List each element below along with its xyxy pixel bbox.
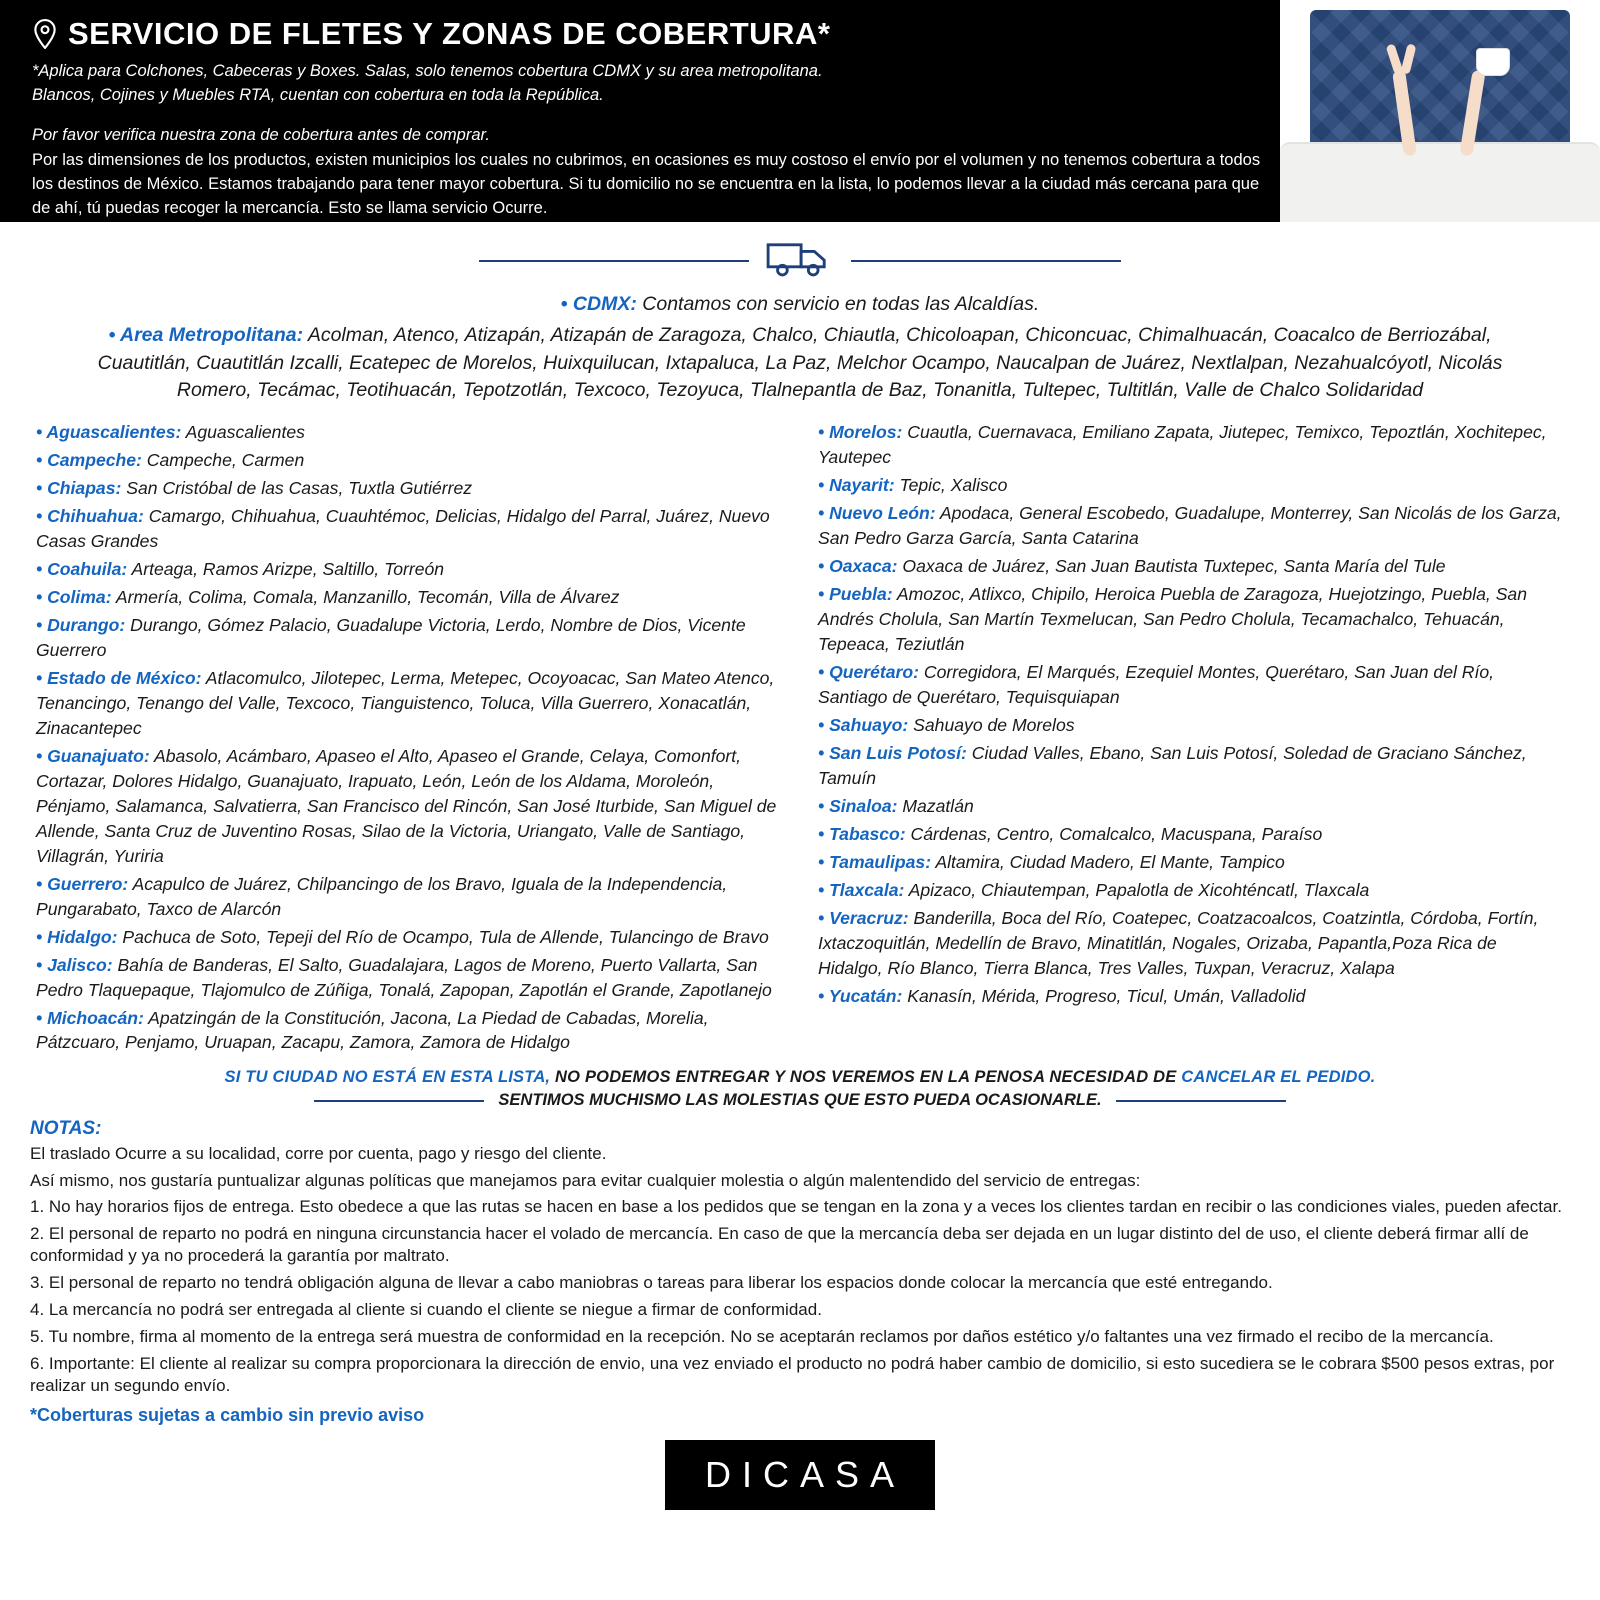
list-item: • Guerrero: Acapulco de Juárez, Chilpancingo de los Bravo, Iguala de la Independencia, Pungarabato, Taxco de Alarcón — [36, 873, 728, 919]
list-item: • Nayarit: Tepic, Xalisco — [818, 475, 1008, 496]
metro-text: Acolman, Atenco, Atizapán, Atizapán de Zaragoza, Chalco, Chiautla, Chicoloapan, Chiconcuac, Chimalhuacán, Coacalco de Berriozábal, Cuautitlán, Cuautitlán Izcalli, Ecatepec de Morelos, Huixquilucan, Ixtapaluca, La Paz, Melchor Ocampo, Naucalpan de Juárez, Nextlalpan, Nezahualcóyotl, Nicolás Romero, Tecámac, Teotihuacán, Tepotzotlán, Texcoco, Tezoyuca, Tlalnepantla de Baz, Tonanitla, Tultepec, Tultitlán, Valle de Chalco Solidaridad — [97, 324, 1503, 401]
note-item: 5. Tu nombre, firma al momento de la entrega será muestra de conformidad en la recepción. No se aceptarán reclamos por daños estético y/o faltantes una vez firmado el recibo de la mercancía. — [30, 1327, 1494, 1347]
list-item: • Sahuayo: Sahuayo de Morelos — [818, 714, 1075, 735]
cdmx-label: CDMX: — [572, 293, 637, 315]
list-item: • Tabasco: Cárdenas, Centro, Comalcalco, Macuspana, Paraíso — [818, 823, 1323, 844]
list-item: • Michoacán: Apatzingán de la Constitución, Jacona, La Piedad de Cabadas, Morelia, Pátzcuaro, Penjamo, Uruapan, Zacapu, Zamora, Zamora de Hidalgo — [36, 1007, 709, 1053]
note-item: 6. Importante: El cliente al realizar su compra proporcionara la dirección de envio, una vez enviado el producto no podrá haber cambio de domicilio, si esto sucediera se le cobrara $500 pesos extras, por realizar un segundo envío. — [30, 1354, 1555, 1396]
warning-line-2: SENTIMOS MUCHISMO LAS MOLESTIAS QUE ESTO PUEDA OCASIONARLE. — [498, 1091, 1102, 1110]
note-item: 2. El personal de reparto no podrá en ninguna circunstancia hacer el volado de mercancía. En caso de que la mercancía deba ser dejada en un lugar distinto del de uso, el cliente deberá firmar allí de conformidad y ya no procederá la garantía por maltrato. — [30, 1223, 1529, 1265]
note-item: 3. El personal de reparto no tendrá obligación alguna de llevar a cabo maniobras o tareas para liberar los espacios donde colocar la mercancía que esté entregando. — [30, 1272, 1273, 1292]
list-item: • Querétaro: Corregidora, El Marqués, Ezequiel Montes, Querétaro, San Juan del Río, Santiago de Querétaro, Tequisquiapan — [818, 661, 1495, 707]
list-item: • Guanajuato: Abasolo, Acámbaro, Apaseo el Alto, Apaseo el Grande, Celaya, Comonfort, Cortazar, Dolores Hidalgo, Guanajuato, Irapuato, León, León de los Aldama, Moroleón, Pénjamo, Salamanca, Salvatierra, San Francisco del Rincón, San José Iturbide, San Miguel de Allende, Santa Cruz de Juventino Rosas, Silao de la Victoria, Uriangato, Valle de Santiago, Villagrán, Yuriria — [36, 745, 777, 866]
list-item: • Hidalgo: Pachuca de Soto, Tepeji del Río de Ocampo, Tula de Allende, Tulancingo de Bravo — [36, 926, 769, 947]
warning-line-2-row — [24, 1091, 1576, 1110]
header-banner — [0, 0, 1600, 222]
list-item: • Chiapas: San Cristóbal de las Casas, Tuxtla Gutiérrez — [36, 478, 473, 499]
notes-title: NOTAS: — [30, 1118, 102, 1140]
rule-right — [1116, 1100, 1286, 1102]
state-coverage-columns — [0, 404, 1600, 1058]
header-verify-note: Por favor verifica nuestra zona de cobertura antes de comprar. — [32, 125, 490, 144]
divider-line-right — [851, 260, 1121, 262]
coffee-cup-shape — [1476, 48, 1510, 76]
bed-shape — [1280, 142, 1600, 222]
right-column — [818, 420, 1564, 1058]
bullet-icon: • — [560, 293, 573, 315]
location-pin-icon — [32, 19, 58, 49]
header-subtitle-line2: Blancos, Cojines y Muebles RTA, cuentan con cobertura en toda la República. — [32, 85, 604, 104]
cdmx-text: Contamos con servicio en todas las Alcaldías. — [642, 293, 1040, 315]
warning-emphasis-start: SI TU CIUDAD NO ESTÁ EN ESTA LISTA, — [224, 1068, 551, 1087]
note-item: 4. La mercancía no podrá ser entregada al cliente si cuando el cliente se niegue a firmar de conformidad. — [30, 1300, 822, 1320]
bullet-icon: • — [108, 324, 121, 347]
list-item: • Jalisco: Bahía de Banderas, El Salto, Guadalajara, Lagos de Moreno, Puerto Vallarta, San Pedro Tlaquepaque, Tlajomulco de Zúñiga, Tonalá, Zapopan, Zapotlán el Grande, Zapotlanejo — [36, 954, 772, 1000]
list-item: • Sinaloa: Mazatlán — [818, 795, 974, 816]
list-item: • Coahuila: Arteaga, Ramos Arizpe, Saltillo, Torreón — [36, 559, 445, 580]
list-item: • Tlaxcala: Apizaco, Chiautempan, Papalotla de Xicohténcatl, Tlaxcala — [818, 879, 1370, 900]
notes-intro-2: Así mismo, nos gustaría puntualizar algunas políticas que manejamos para evitar cualquier molestia o algún malentendido del servicio de entregas: — [30, 1170, 1141, 1190]
dicasa-logo: DICASA — [665, 1440, 935, 1510]
list-item: • Colima: Armería, Colima, Comala, Manzanillo, Tecomán, Villa de Álvarez — [36, 587, 620, 608]
list-item: • Aguascalientes: Aguascalientes — [36, 422, 305, 443]
header-subtitle — [32, 60, 1212, 108]
cdmx-coverage-block — [0, 291, 1600, 404]
metro-label: Area Metropolitana: — [120, 324, 304, 347]
coverage-disclaimer: *Coberturas sujetas a cambio sin previo aviso — [30, 1405, 425, 1426]
headboard-shape — [1310, 10, 1570, 150]
header-subtitle-line1: *Aplica para Colchones, Cabeceras y Boxes. Salas, solo tenemos cobertura CDMX y su area metropolitana. — [32, 62, 823, 80]
list-item: • Oaxaca: Oaxaca de Juárez, San Juan Bautista Tuxtepec, Santa María del Tule — [818, 556, 1446, 577]
note-item: 1. No hay horarios fijos de entrega. Esto obedece a que las rutas se hacen en base a los pedidos que se tengan en la zona y a veces los clientes tardan en recibir o las condiciones viales, pueden afectar. — [30, 1196, 1562, 1216]
warning-banner — [24, 1068, 1576, 1110]
page-title-text: SERVICIO DE FLETES Y ZONAS DE COBERTURA* — [68, 16, 831, 51]
rule-left — [314, 1100, 484, 1102]
list-item: • Chihuahua: Camargo, Chihuahua, Cuauhtémoc, Delicias, Hidalgo del Parral, Juárez, Nuevo Casas Grandes — [36, 506, 770, 552]
list-item: • Morelos: Cuautla, Cuernavaca, Emiliano Zapata, Jiutepec, Temixco, Tepoztlán, Xochitepec, Yautepec — [818, 422, 1547, 468]
woman-in-bed-photo — [1280, 0, 1600, 222]
delivery-truck-icon — [763, 236, 837, 285]
list-item: • Estado de México: Atlacomulco, Jilotepec, Lerma, Metepec, Ocoyoacac, San Mateo Atenco, Tenancingo, Tenango del Valle, Texcoco, Tianguistenco, Toluca, Villa Guerrero, Xonacatlán, Zinacantepec — [36, 667, 775, 738]
peace-fingers-shape — [1390, 44, 1416, 74]
list-item: • San Luis Potosí: Ciudad Valles, Ebano, San Luis Potosí, Soledad de Graciano Sánchez, Tamuín — [818, 742, 1527, 788]
metro-line — [60, 322, 1540, 404]
list-item: • Nuevo León: Apodaca, General Escobedo, Guadalupe, Monterrey, San Nicolás de los Garza, San Pedro Garza García, Santa Catarina — [818, 503, 1562, 549]
truck-divider — [0, 236, 1600, 285]
warning-line-1 — [24, 1068, 1576, 1087]
warning-emphasis-end: CANCELAR EL PEDIDO. — [1181, 1068, 1376, 1087]
footer — [0, 1440, 1600, 1510]
notes-intro-1: El traslado Ocurre a su localidad, corre por cuenta, pago y riesgo del cliente. — [30, 1144, 607, 1164]
list-item: • Campeche: Campeche, Carmen — [36, 450, 305, 471]
left-column — [36, 420, 782, 1058]
header-coverage-note: Por las dimensiones de los productos, existen municipios los cuales no cubrimos, en ocasiones es muy costoso el envío por el volumen y no tenemos cobertura a todos los destinos de México. Estamos trabajando para tener mayor cobertura. Si tu domicilio no se encuentra en la lista, lo podemos llevar a la ciudad más cercana para que de ahí, tú puedas recoger la mercancía. Esto se llama servicio Ocurre. — [32, 150, 1261, 217]
cdmx-line — [60, 291, 1540, 317]
warning-middle: NO PODEMOS ENTREGAR Y NOS VEREMOS EN LA PENOSA NECESIDAD DE — [550, 1068, 1182, 1087]
divider-line-left — [479, 260, 749, 262]
list-item: • Tamaulipas: Altamira, Ciudad Madero, El Mante, Tampico — [818, 851, 1285, 872]
list-item: • Veracruz: Banderilla, Boca del Río, Coatepec, Coatzacoalcos, Coatzintla, Córdoba, Fortín, Ixtaczoquitlán, Medellín de Bravo, Minatitlán, Nogales, Orizaba, Papantla,Poza Rica de Hidalgo, Río Blanco, Tierra Blanca, Tres Valles, Tuxpan, Veracruz, Xalapa — [818, 907, 1539, 978]
list-item: • Yucatán: Kanasín, Mérida, Progreso, Ticul, Umán, Valladolid — [818, 985, 1306, 1006]
list-item: • Durango: Durango, Gómez Palacio, Guadalupe Victoria, Lerdo, Nombre de Dios, Vicente Guerrero — [36, 614, 746, 660]
list-item: • Puebla: Amozoc, Atlixco, Chipilo, Heroica Puebla de Zaragoza, Huejotzingo, Puebla, San Andrés Cholula, San Martín Texmelucan, San Pedro Cholula, Tecamachalco, Tehuacán, Tepeaca, Teziutlán — [818, 584, 1527, 654]
notes-section — [0, 1110, 1600, 1426]
